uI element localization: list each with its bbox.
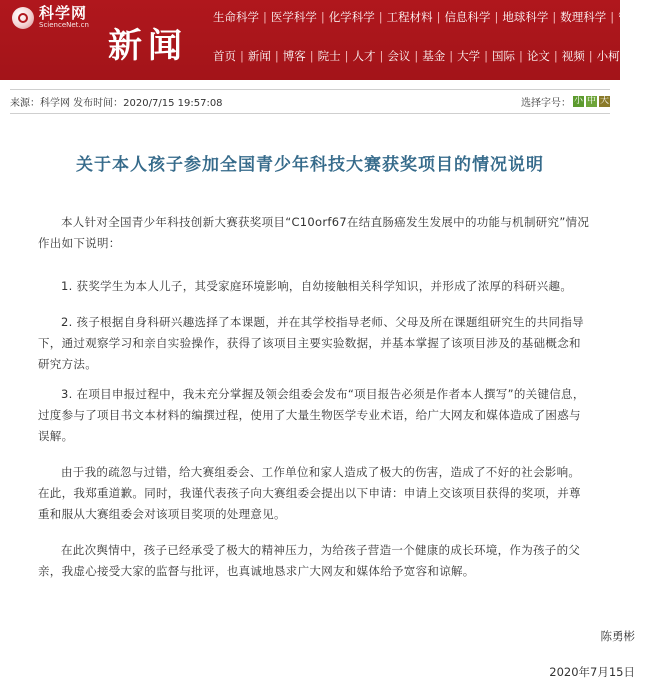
font-size-medium-button[interactable]: 中 [586, 95, 596, 106]
author-signature: 陈勇彬 [600, 629, 635, 643]
nav-divider: | [519, 49, 523, 63]
nav-divider: | [263, 10, 267, 24]
article-title: 关于本人孩子参加全国青少年科技大赛获奖项目的情况说明 [76, 155, 544, 175]
nav-divider: | [449, 49, 454, 63]
nav-item-earth-science[interactable]: 地球科学 [502, 10, 549, 24]
nav-item-universities[interactable]: 大学 [457, 49, 481, 63]
nav-item-video[interactable]: 视频 [561, 49, 585, 63]
nav-item-engineering[interactable]: 工程材料 [386, 10, 433, 24]
article-paragraph-closing: 在此次舆情中，孩子已经承受了极大的精神压力，为给孩子营造一个健康的成长环境，作为孩子的父亲，我虚心接受大家的监督与批评，也真诚地恳求广大网友和媒体给予宽容和谅解。 [38, 543, 581, 578]
article-paragraph-intro: 本人针对全国青少年科技创新大赛获奖项目“C10orf67在结直肠癌发生发展中的功能与机制研究”情况作出如下说明： [38, 215, 590, 250]
article-paragraph-point-1: 1. 获奖学生为本人儿子，其受家庭环境影响，自幼接触相关科学知识，并形成了浓厚的科研兴趣。 [61, 279, 573, 293]
nav-item-medical-science[interactable]: 医学科学 [270, 10, 317, 24]
site-header [0, 0, 655, 80]
nav-divider: | [240, 49, 244, 63]
section-title: 新闻 [108, 26, 188, 66]
nav-item-chemistry[interactable]: 化学科学 [328, 10, 375, 24]
nav-divider: | [436, 10, 441, 24]
nav-item-information-science[interactable]: 信息科学 [444, 10, 491, 24]
article-meta-bar [10, 90, 610, 112]
nav-divider: | [494, 10, 499, 24]
nav-divider: | [344, 49, 349, 63]
nav-item-home[interactable]: 首页 [213, 49, 236, 63]
font-size-large-button[interactable]: 大 [599, 95, 609, 106]
logo-icon [12, 7, 34, 29]
signature-date: 2020年7月15日 [549, 665, 635, 679]
font-size-label: 选择字号： [521, 97, 571, 109]
nav-item-academicians[interactable]: 院士 [317, 49, 341, 63]
nav-item-conferences[interactable]: 会议 [387, 49, 411, 63]
nav-item-international[interactable]: 国际 [492, 49, 515, 63]
nav-divider: | [553, 49, 558, 63]
nav-item-xiaoke-robot[interactable]: 小柯机器人 [596, 49, 655, 63]
nav-divider: | [588, 49, 593, 63]
nav-item-papers[interactable]: 论文 [526, 49, 550, 63]
nav-divider: | [320, 10, 325, 24]
nav-item-math-physics[interactable]: 数理科学 [560, 10, 607, 24]
font-size-small-button[interactable]: 小 [573, 95, 583, 106]
nav-item-management[interactable]: 管理 [618, 10, 642, 24]
nav-divider: | [274, 49, 279, 63]
nav-item-life-science[interactable]: 生命科学 [213, 10, 259, 24]
category-nav [210, 9, 644, 25]
main-nav [210, 48, 657, 64]
nav-divider: | [379, 49, 384, 63]
logo-name: 科学网 [39, 4, 88, 22]
nav-divider: | [378, 10, 383, 24]
nav-divider: | [484, 49, 488, 63]
article-paragraph-point-2: 2. 孩子根据自身科研兴趣选择了本课题，并在其学校指导老师、父母及所在课题组研究生的共同指导下，通过观察学习和亲自实验操作，获得了该项目主要实验数据，并基本掌握了该项目涉及的基础概念和研究方法。 [38, 315, 584, 371]
nav-item-blog[interactable]: 博客 [282, 49, 306, 63]
font-size-selector [521, 94, 610, 109]
nav-divider: | [414, 49, 419, 63]
nav-item-funding[interactable]: 基金 [422, 49, 446, 63]
article-paragraph-point-3: 3. 在项目申报过程中，我未充分掌握及领会组委会发布“项目报告必须是作者本人撰写”的关键信息，过度参与了项目书文本材料的编撰过程，使用了大量生物医学专业术语，给广大网友和媒体造成了困惑与误解。 [38, 387, 585, 443]
site-logo[interactable] [12, 5, 89, 30]
article-paragraph-apology: 由于我的疏忽与过错，给大赛组委会、工作单位和家人造成了极大的伤害，造成了不好的社会影响。在此，我郑重道歉。同时，我谨代表孩子向大赛组委会提出以下申请：申请上交该项目获得的奖项，并尊重和服从大赛组委会对该项目奖项的处理意见。 [38, 465, 581, 521]
nav-item-talent[interactable]: 人才 [352, 49, 376, 63]
nav-divider: | [610, 10, 615, 24]
nav-item-news[interactable]: 新闻 [247, 49, 271, 63]
nav-divider: | [552, 10, 557, 24]
article-source-time: 来源：科学网 发布时间：2020/7/15 19:57:08 [10, 97, 223, 109]
meta-bottom-divider [10, 113, 610, 114]
logo-domain: ScienceNet.cn [39, 21, 89, 29]
logo-text [39, 5, 89, 30]
nav-divider: | [309, 49, 314, 63]
